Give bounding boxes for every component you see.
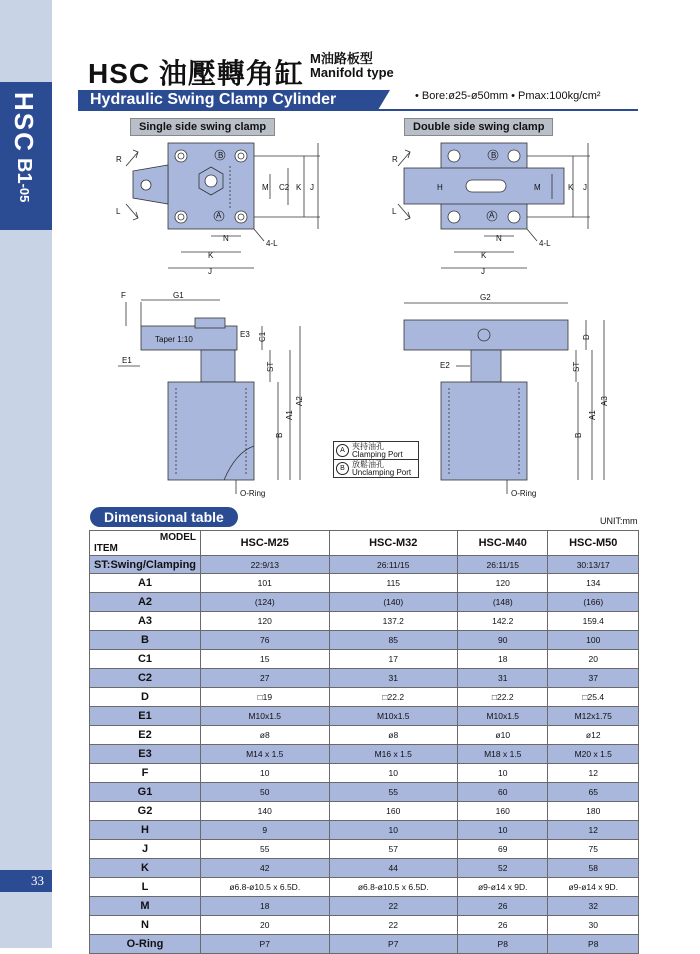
row-item-label: O-Ring bbox=[90, 935, 201, 954]
svg-text:C2: C2 bbox=[279, 183, 290, 192]
table-cell: 50 bbox=[201, 783, 330, 802]
table-row bbox=[90, 556, 639, 574]
row-item-label: C2 bbox=[90, 669, 201, 688]
table-cell: 22 bbox=[329, 897, 458, 916]
table-row bbox=[90, 764, 639, 783]
row-item-label: B bbox=[90, 631, 201, 650]
svg-text:O-Ring: O-Ring bbox=[240, 489, 266, 498]
svg-text:R: R bbox=[116, 155, 122, 164]
table-cell: ø8 bbox=[329, 726, 458, 745]
model-header: HSC-M32 bbox=[329, 531, 458, 556]
svg-text:K: K bbox=[296, 183, 302, 192]
svg-text:H: H bbox=[437, 183, 443, 192]
table-cell: 60 bbox=[458, 783, 548, 802]
port-legend bbox=[333, 441, 419, 478]
row-item-label: F bbox=[90, 764, 201, 783]
svg-text:A: A bbox=[489, 211, 495, 220]
table-cell: 18 bbox=[201, 897, 330, 916]
row-item-label: A3 bbox=[90, 612, 201, 631]
table-row bbox=[90, 897, 639, 916]
double-side-view bbox=[404, 303, 604, 494]
single-top-view bbox=[126, 143, 320, 268]
svg-text:E3: E3 bbox=[240, 330, 250, 339]
table-cell: ø9-ø14 x 9D. bbox=[458, 878, 548, 897]
table-cell: 18 bbox=[458, 650, 548, 669]
svg-text:O-Ring: O-Ring bbox=[511, 489, 537, 498]
legend-unclamping: B 放鬆油孔 Unclamping Port bbox=[334, 460, 418, 477]
section-banner: Hydraulic Swing Clamp Cylinder bbox=[78, 90, 378, 110]
svg-text:A1: A1 bbox=[588, 410, 597, 420]
table-row bbox=[90, 593, 639, 612]
table-cell: 69 bbox=[458, 840, 548, 859]
table-cell: 32 bbox=[548, 897, 639, 916]
table-cell: M10x1.5 bbox=[458, 707, 548, 726]
svg-text:M: M bbox=[534, 183, 541, 192]
table-cell: 160 bbox=[458, 802, 548, 821]
svg-text:K: K bbox=[208, 251, 214, 260]
row-item-label: E2 bbox=[90, 726, 201, 745]
table-cell: 90 bbox=[458, 631, 548, 650]
table-cell: 22:9/13 bbox=[201, 556, 330, 574]
dimensional-table bbox=[89, 530, 639, 954]
svg-text:R: R bbox=[392, 155, 398, 164]
table-cell: 55 bbox=[329, 783, 458, 802]
table-cell: M16 x 1.5 bbox=[329, 745, 458, 764]
svg-text:ST: ST bbox=[266, 361, 275, 372]
table-cell: 100 bbox=[548, 631, 639, 650]
table-cell: 42 bbox=[201, 859, 330, 878]
table-cell: 10 bbox=[329, 764, 458, 783]
svg-text:4-L: 4-L bbox=[539, 239, 551, 248]
table-cell: 180 bbox=[548, 802, 639, 821]
table-cell: 9 bbox=[201, 821, 330, 840]
table-cell: 57 bbox=[329, 840, 458, 859]
table-cell: 142.2 bbox=[458, 612, 548, 631]
table-cell: P8 bbox=[458, 935, 548, 954]
row-item-label: D bbox=[90, 688, 201, 707]
row-item-label: ST:Swing/Clamping bbox=[90, 556, 201, 574]
row-item-label: E3 bbox=[90, 745, 201, 764]
svg-text:E1: E1 bbox=[122, 356, 132, 365]
table-cell: 26 bbox=[458, 916, 548, 935]
table-cell: ø10 bbox=[458, 726, 548, 745]
table-cell: 85 bbox=[329, 631, 458, 650]
table-cell: ø6.8-ø10.5 x 6.5D. bbox=[329, 878, 458, 897]
row-item-label: L bbox=[90, 878, 201, 897]
table-row bbox=[90, 612, 639, 631]
table-cell: 75 bbox=[548, 840, 639, 859]
table-row bbox=[90, 707, 639, 726]
page-number: 33 bbox=[0, 870, 52, 892]
svg-text:4-L: 4-L bbox=[266, 239, 278, 248]
table-cell: P8 bbox=[548, 935, 639, 954]
row-item-label: M bbox=[90, 897, 201, 916]
row-item-label: A1 bbox=[90, 574, 201, 593]
table-cell: 31 bbox=[458, 669, 548, 688]
table-cell: 134 bbox=[548, 574, 639, 593]
svg-text:C1: C1 bbox=[258, 331, 267, 342]
table-cell: 27 bbox=[201, 669, 330, 688]
double-clamp-caption: Double side swing clamp bbox=[404, 118, 553, 136]
table-cell: 20 bbox=[201, 916, 330, 935]
table-cell: 140 bbox=[201, 802, 330, 821]
svg-text:K: K bbox=[481, 251, 487, 260]
svg-text:A: A bbox=[216, 211, 222, 220]
table-row bbox=[90, 821, 639, 840]
row-item-label: N bbox=[90, 916, 201, 935]
table-cell: 12 bbox=[548, 764, 639, 783]
table-cell: 115 bbox=[329, 574, 458, 593]
row-item-label: E1 bbox=[90, 707, 201, 726]
table-cell: 137.2 bbox=[329, 612, 458, 631]
sidebar-section: B1-05 bbox=[13, 158, 35, 203]
table-cell: 10 bbox=[458, 764, 548, 783]
svg-text:B: B bbox=[218, 151, 224, 160]
svg-text:J: J bbox=[481, 267, 485, 276]
table-cell: 44 bbox=[329, 859, 458, 878]
svg-text:G1: G1 bbox=[173, 291, 184, 300]
table-cell: P7 bbox=[329, 935, 458, 954]
row-item-label: A2 bbox=[90, 593, 201, 612]
row-item-label: H bbox=[90, 821, 201, 840]
table-cell: P7 bbox=[201, 935, 330, 954]
model-header: HSC-M40 bbox=[458, 531, 548, 556]
unit-label: UNIT:mm bbox=[600, 516, 638, 526]
page-subtitle: M油路板型 Manifold type bbox=[310, 51, 394, 80]
table-cell: 26 bbox=[458, 897, 548, 916]
table-row bbox=[90, 935, 639, 954]
page-title: HSC 油壓轉角缸 bbox=[88, 58, 304, 89]
table-body bbox=[90, 556, 639, 954]
svg-text:J: J bbox=[208, 267, 212, 276]
svg-text:G2: G2 bbox=[480, 293, 491, 302]
table-cell: 76 bbox=[201, 631, 330, 650]
table-cell: 30:13/17 bbox=[548, 556, 639, 574]
row-item-label: G1 bbox=[90, 783, 201, 802]
table-row bbox=[90, 802, 639, 821]
svg-text:A2: A2 bbox=[295, 396, 304, 406]
table-row bbox=[90, 783, 639, 802]
table-cell: (124) bbox=[201, 593, 330, 612]
sidebar-series: HSC bbox=[9, 92, 39, 153]
table-cell: 101 bbox=[201, 574, 330, 593]
table-cell: 65 bbox=[548, 783, 639, 802]
table-cell: 17 bbox=[329, 650, 458, 669]
table-cell: 37 bbox=[548, 669, 639, 688]
single-clamp-caption: Single side swing clamp bbox=[130, 118, 275, 136]
svg-text:F: F bbox=[121, 291, 126, 300]
table-cell: (166) bbox=[548, 593, 639, 612]
svg-text:N: N bbox=[223, 234, 229, 243]
svg-text:B: B bbox=[491, 151, 497, 160]
table-cell: M10x1.5 bbox=[201, 707, 330, 726]
table-cell: 10 bbox=[329, 821, 458, 840]
row-item-label: J bbox=[90, 840, 201, 859]
single-side-view bbox=[118, 300, 300, 494]
svg-text:A1: A1 bbox=[285, 410, 294, 420]
table-header-row bbox=[90, 531, 639, 556]
table-cell: M12x1.75 bbox=[548, 707, 639, 726]
table-cell: 10 bbox=[458, 821, 548, 840]
svg-text:Taper 1:10: Taper 1:10 bbox=[155, 335, 193, 344]
table-cell: M20 x 1.5 bbox=[548, 745, 639, 764]
table-row bbox=[90, 688, 639, 707]
svg-text:N: N bbox=[496, 234, 502, 243]
spec-line: • Bore:ø25-ø50mm • Pmax:100kg/cm² bbox=[415, 90, 601, 102]
table-row bbox=[90, 916, 639, 935]
table-row bbox=[90, 726, 639, 745]
table-cell: (148) bbox=[458, 593, 548, 612]
table-row bbox=[90, 650, 639, 669]
table-row bbox=[90, 859, 639, 878]
table-cell: 30 bbox=[548, 916, 639, 935]
table-cell: 120 bbox=[458, 574, 548, 593]
table-row bbox=[90, 574, 639, 593]
svg-text:M: M bbox=[262, 183, 269, 192]
svg-text:K: K bbox=[568, 183, 574, 192]
table-cell: 160 bbox=[329, 802, 458, 821]
table-cell: 52 bbox=[458, 859, 548, 878]
svg-text:L: L bbox=[392, 207, 397, 216]
svg-text:J: J bbox=[583, 183, 587, 192]
svg-text:J: J bbox=[310, 183, 314, 192]
table-cell: □19 bbox=[201, 688, 330, 707]
table-cell: 55 bbox=[201, 840, 330, 859]
table-cell: M10x1.5 bbox=[329, 707, 458, 726]
table-cell: ø8 bbox=[201, 726, 330, 745]
table-cell: 20 bbox=[548, 650, 639, 669]
table-cell: ø6.8-ø10.5 x 6.5D. bbox=[201, 878, 330, 897]
table-row bbox=[90, 745, 639, 764]
table-cell: M18 x 1.5 bbox=[458, 745, 548, 764]
table-cell: (140) bbox=[329, 593, 458, 612]
model-header: HSC-M25 bbox=[201, 531, 330, 556]
table-cell: 12 bbox=[548, 821, 639, 840]
table-cell: 26:11/15 bbox=[329, 556, 458, 574]
double-top-view bbox=[398, 143, 590, 268]
table-cell: 26:11/15 bbox=[458, 556, 548, 574]
table-cell: □22.2 bbox=[329, 688, 458, 707]
svg-text:B: B bbox=[275, 432, 284, 438]
table-cell: 120 bbox=[201, 612, 330, 631]
table-cell: 15 bbox=[201, 650, 330, 669]
table-cell: ø9-ø14 x 9D. bbox=[548, 878, 639, 897]
model-header: HSC-M50 bbox=[548, 531, 639, 556]
legend-clamping: A 夾持油孔 Clamping Port bbox=[334, 442, 418, 460]
svg-text:D: D bbox=[582, 334, 591, 340]
svg-text:E2: E2 bbox=[440, 361, 450, 370]
row-item-label: K bbox=[90, 859, 201, 878]
table-cell: 31 bbox=[329, 669, 458, 688]
svg-text:B: B bbox=[574, 432, 583, 438]
row-item-label: C1 bbox=[90, 650, 201, 669]
table-cell: 159.4 bbox=[548, 612, 639, 631]
table-cell: M14 x 1.5 bbox=[201, 745, 330, 764]
table-cell: ø12 bbox=[548, 726, 639, 745]
table-cell: □22.2 bbox=[458, 688, 548, 707]
table-corner-cell: MODEL ITEM bbox=[90, 531, 201, 556]
table-row bbox=[90, 878, 639, 897]
dimensional-table-label: Dimensional table bbox=[90, 507, 238, 527]
svg-text:L: L bbox=[116, 207, 121, 216]
table-cell: 58 bbox=[548, 859, 639, 878]
table-row bbox=[90, 631, 639, 650]
svg-text:ST: ST bbox=[572, 361, 581, 372]
row-item-label: G2 bbox=[90, 802, 201, 821]
table-row bbox=[90, 840, 639, 859]
table-row bbox=[90, 669, 639, 688]
table-cell: 10 bbox=[201, 764, 330, 783]
table-cell: □25.4 bbox=[548, 688, 639, 707]
svg-text:A3: A3 bbox=[600, 396, 609, 406]
table-cell: 22 bbox=[329, 916, 458, 935]
